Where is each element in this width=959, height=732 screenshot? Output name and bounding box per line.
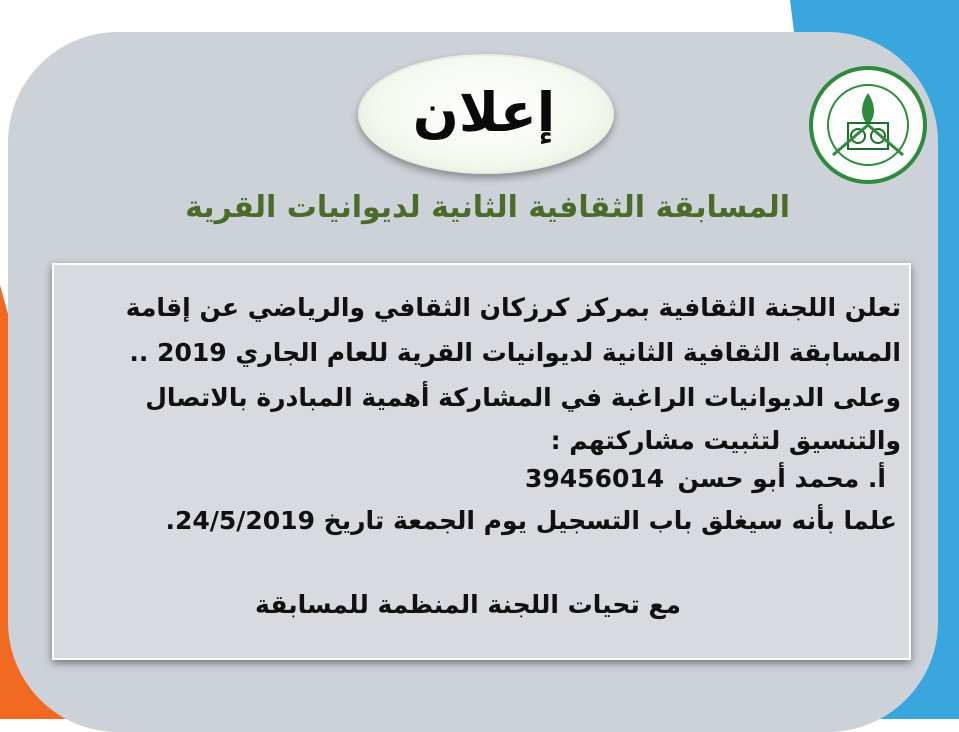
karzakan-logo-icon [808,65,928,185]
body-line-4: والتنسيق لتثبيت مشاركتهم : [550,426,901,455]
body-line-2: المسابقة الثقافية الثانية لديوانيات القرية للعام الجاري 2019 .. [129,338,901,367]
closing-line: مع تحيات اللجنة المنظمة للمسابقة [255,590,681,619]
subtitle: المسابقة الثقافية الثانية لديوانيات القرية [185,190,790,225]
page-title: إعلان [412,80,556,144]
registration-deadline: علما بأنه سيغلق باب التسجيل يوم الجمعة تاريخ 24/5/2019. [165,506,897,535]
contact-phone: 39456014 [525,464,665,493]
contact-name: أ. محمد أبو حسن [677,464,886,493]
body-line-1: تعلن اللجنة الثقافية بمركز كرزكان الثقافي والرياضي عن إقامة [125,293,901,322]
body-line-3: وعلى الديوانيات الراغبة في المشاركة أهمية المبادرة بالاتصال [145,383,901,412]
